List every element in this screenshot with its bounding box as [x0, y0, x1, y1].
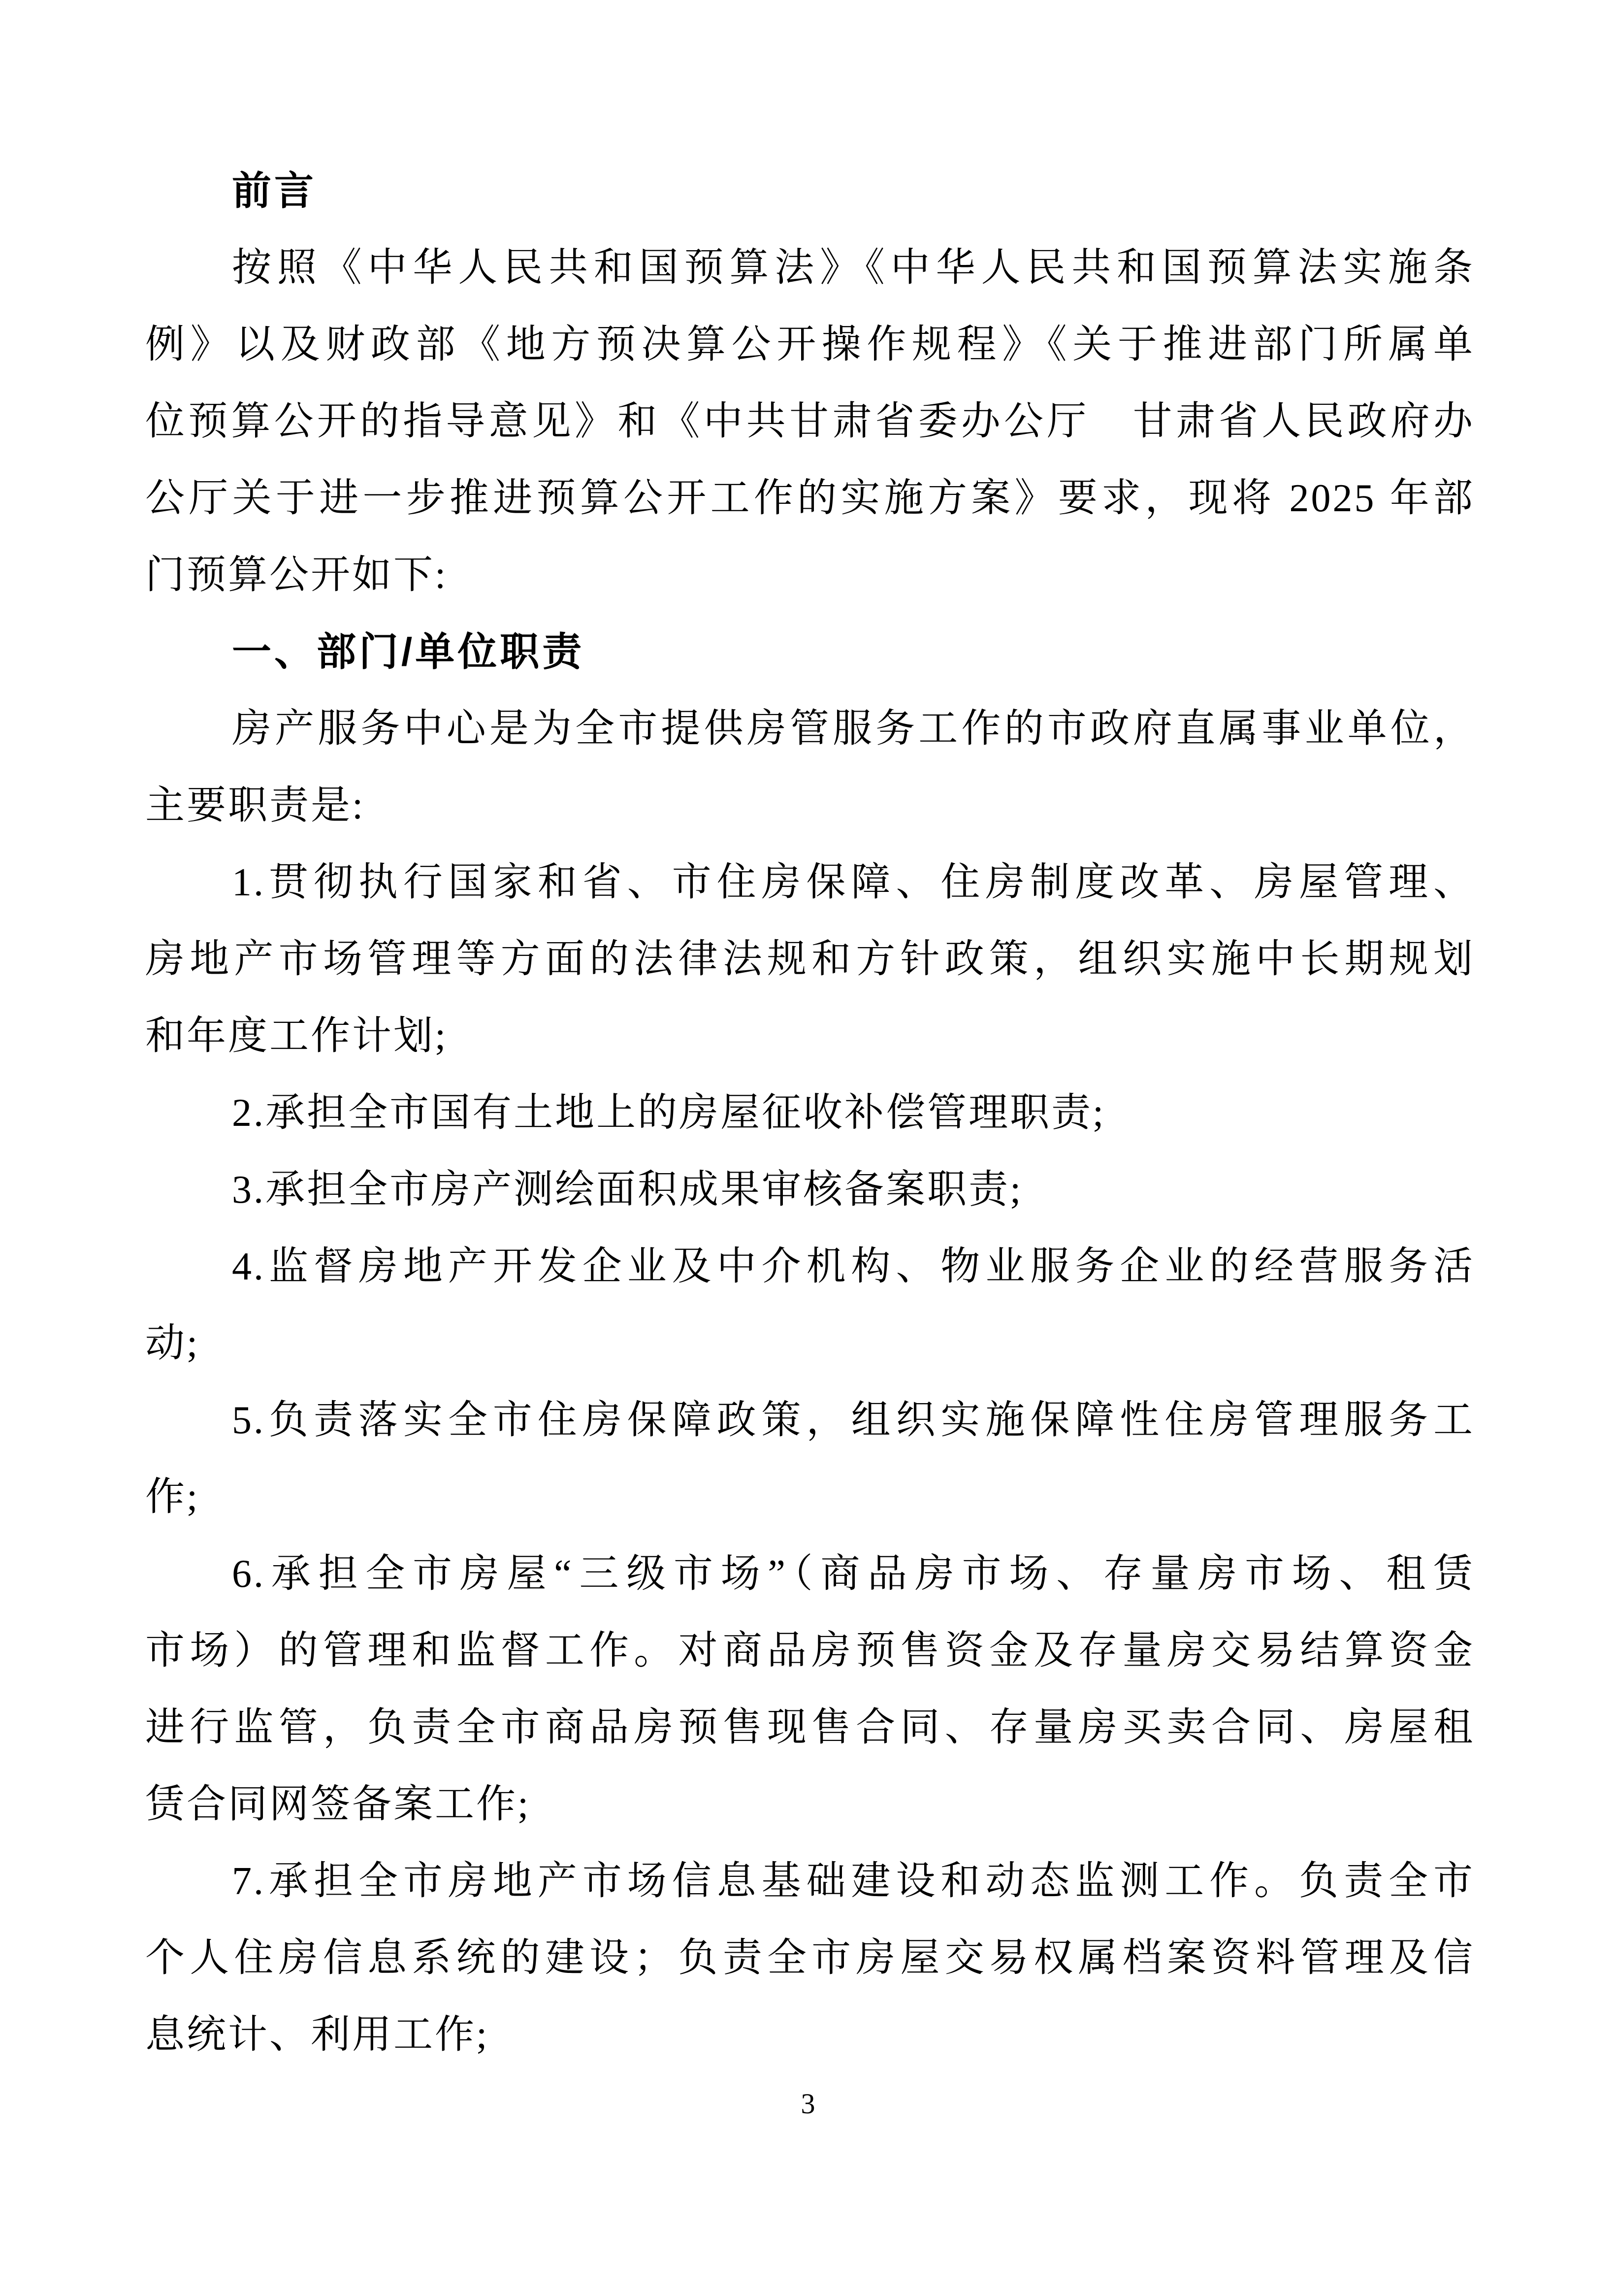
- duties-intro-line: 房产服务中心是为全市提供房管服务工作的市政府直属事业单位，: [232, 707, 1475, 751]
- intro-paragraph-line: 按照《中华人民共和国预算法》《中华人民共和国预算法实施条: [232, 246, 1475, 290]
- duty-item-7-line: 息统计、利用工作;: [145, 2013, 489, 2057]
- duty-item-4-line: 4.监督房地产开发企业及中介机构、物业服务企业的经营服务活: [232, 1245, 1475, 1288]
- section-1-heading: 一、部门/单位职责: [232, 630, 585, 674]
- duty-item-7-line: 7.承担全市房地产市场信息基础建设和动态监测工作。负责全市: [232, 1860, 1475, 1903]
- page-number: 3: [801, 2088, 815, 2120]
- duty-item-1-line: 1.贯彻执行国家和省、市住房保障、住房制度改革、房屋管理、: [232, 861, 1475, 904]
- duty-item-4-line: 动;: [145, 1322, 200, 1365]
- duty-item-1-line: 和年度工作计划;: [145, 1015, 448, 1058]
- intro-paragraph-line: 例》以及财政部《地方预决算公开操作规程》《关于推进部门所属单: [145, 323, 1475, 366]
- duty-item-6-line: 进行监管，负责全市商品房预售现售合同、存量房买卖合同、房屋租: [145, 1706, 1475, 1749]
- duty-item-3-line: 3.承担全市房产测绘面积成果审核备案职责;: [232, 1168, 1023, 1212]
- duty-item-5-line: 作;: [145, 1476, 200, 1519]
- duty-item-5-line: 5.负责落实全市住房保障政策，组织实施保障性住房管理服务工: [232, 1399, 1475, 1442]
- preface-heading: 前言: [232, 169, 317, 213]
- intro-paragraph-line: 公厅关于进一步推进预算公开工作的实施方案》要求，现将 2025 年部: [145, 477, 1475, 520]
- duty-item-6-line: 赁合同网签备案工作;: [145, 1783, 531, 1826]
- document-body: [145, 153, 1475, 2073]
- intro-paragraph-line: 门预算公开如下:: [145, 554, 448, 597]
- duty-item-1-line: 房地产市场管理等方面的法律法规和方针政策，组织实施中长期规划: [145, 938, 1475, 981]
- duty-item-2-line: 2.承担全市国有土地上的房屋征收补偿管理职责;: [232, 1091, 1106, 1135]
- duty-item-6-line: 6.承担全市房屋“三级市场”（商品房市场、存量房市场、租赁: [232, 1552, 1475, 1596]
- duty-item-6-line: 市场）的管理和监督工作。对商品房预售资金及存量房交易结算资金: [145, 1629, 1475, 1673]
- intro-paragraph-line: 位预算公开的指导意见》和《中共甘肃省委办公厅 甘肃省人民政府办: [145, 400, 1475, 443]
- duties-intro-line: 主要职责是:: [145, 784, 365, 827]
- duty-item-7-line: 个人住房信息系统的建设；负责全市房屋交易权属档案资料管理及信: [145, 1936, 1475, 1980]
